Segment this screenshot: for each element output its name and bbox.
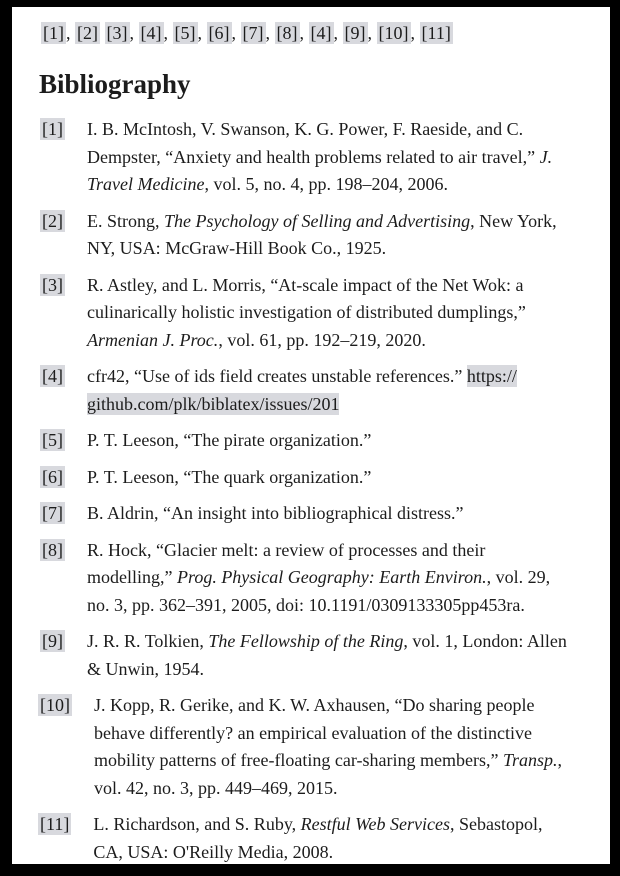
citation-ref[interactable]: [4] bbox=[310, 23, 332, 43]
citation-ref[interactable]: [1] bbox=[43, 23, 64, 43]
external-link[interactable]: https://​github.com/plk/biblatex/issues/201 bbox=[87, 366, 517, 414]
reference-text bbox=[93, 811, 574, 864]
citation-ref[interactable]: [10] bbox=[378, 23, 409, 43]
citation-ref[interactable]: [9] bbox=[344, 23, 366, 43]
reference-label-box[interactable]: [7] bbox=[42, 503, 63, 524]
reference-entry bbox=[38, 208, 582, 263]
citation-ref[interactable]: [5] bbox=[174, 23, 196, 43]
reference-title-italic: Transp. bbox=[503, 750, 558, 771]
reference-label-box[interactable]: [1] bbox=[42, 119, 63, 140]
reference-segment: R. Astley, and L. Morris, “At-scale impact of the Net Wok: a culinarically holistic investigation of distributed dumplings,” bbox=[87, 274, 526, 323]
reference-text bbox=[94, 692, 575, 802]
reference-label-box[interactable]: [4] bbox=[42, 366, 63, 387]
citation-ref[interactable]: [3] bbox=[106, 23, 128, 43]
reference-segment: , vol. 42, no. 3, pp. 449–469, 2015. bbox=[94, 750, 563, 798]
reference-label-box[interactable]: [6] bbox=[42, 466, 63, 487]
reference-entry bbox=[38, 464, 582, 492]
reference-entry bbox=[38, 427, 582, 455]
reference-text bbox=[87, 363, 568, 418]
reference-segment: , vol. 29, no. 3, pp. 362–391, 2005, doi: 10.1191/0309133305pp453ra. bbox=[87, 567, 551, 615]
reference-segment: , vol. 1, London: Allen & Unwin, 1954. bbox=[87, 631, 567, 679]
reference-text bbox=[87, 427, 568, 455]
reference-label-box[interactable]: [5] bbox=[42, 430, 63, 451]
reference-text bbox=[87, 272, 568, 355]
reference-entry bbox=[38, 811, 582, 864]
citation-ref[interactable]: [4] bbox=[140, 23, 162, 43]
reference-label-box[interactable]: [8] bbox=[42, 539, 63, 560]
citation-ref[interactable]: [8] bbox=[276, 23, 298, 43]
reference-label bbox=[38, 427, 87, 455]
reference-title-italic: Prog. Physical Geography: Earth Environ. bbox=[176, 567, 487, 588]
reference-label bbox=[38, 811, 93, 839]
reference-label bbox=[38, 628, 87, 656]
reference-segment: , vol. 5, no. 4, pp. 198–204, 2006. bbox=[204, 174, 448, 195]
reference-segment: I. B. McIntosh, V. Swanson, K. G. Power, F. Raeside, and C. Dempster, “Anxiety and health problems related to air travel,” bbox=[87, 119, 540, 167]
reference-segment: J. R. R. Tolkien, bbox=[87, 631, 209, 652]
reference-title-italic: Armenian J. Proc. bbox=[87, 329, 219, 350]
reference-entry bbox=[38, 692, 582, 802]
reference-text bbox=[87, 628, 568, 683]
reference-label bbox=[38, 208, 87, 236]
reference-segment: B. Aldrin, “An insight into bibliographical distress.” bbox=[87, 503, 464, 524]
reference-segment: cfr42, “Use of ids field creates unstable references.” bbox=[87, 366, 467, 387]
citation-ref[interactable]: [2] bbox=[77, 23, 98, 43]
reference-label-box[interactable]: [11] bbox=[40, 814, 70, 835]
reference-entry bbox=[38, 500, 582, 528]
reference-segment: , New York, NY, USA: McGraw-Hill Book Co., 1925. bbox=[87, 210, 557, 259]
reference-label bbox=[38, 464, 87, 492]
citation-ref[interactable]: [6] bbox=[208, 23, 230, 43]
reference-title-italic: The Fellowship of the Ring bbox=[208, 631, 404, 652]
reference-segment: P. T. Leeson, “The pirate organization.” bbox=[87, 430, 372, 451]
reference-text bbox=[87, 500, 568, 528]
reference-entry bbox=[38, 363, 582, 418]
reference-label bbox=[38, 537, 87, 565]
reference-segment: L. Richardson, and S. Ruby, bbox=[93, 814, 301, 835]
reference-segment: P. T. Leeson, “The quark organization.” bbox=[87, 466, 372, 487]
reference-label-box[interactable]: [10] bbox=[40, 695, 70, 716]
reference-segment: , Sebastopol, CA, USA: O'Reilly Media, 2008. bbox=[93, 814, 543, 862]
reference-label bbox=[38, 272, 87, 300]
reference-segment: R. Hock, “Glacier melt: a review of processes and their modelling,” bbox=[87, 539, 486, 588]
reference-label bbox=[38, 692, 94, 720]
reference-label bbox=[38, 363, 87, 391]
reference-title-italic: J. Travel Medicine bbox=[87, 146, 553, 195]
reference-list bbox=[38, 116, 582, 864]
reference-text bbox=[87, 537, 568, 620]
reference-entry bbox=[38, 628, 582, 683]
reference-segment: J. Kopp, R. Gerike, and K. W. Axhausen, “Do sharing people behave differently? an empirical evaluation of the distinctive mobility patterns of free-floating car-sharing members,” bbox=[94, 695, 535, 771]
reference-entry bbox=[38, 272, 582, 355]
reference-entry bbox=[38, 116, 582, 199]
citation-ref[interactable]: [11] bbox=[421, 23, 451, 43]
reference-text bbox=[87, 208, 568, 263]
reference-title-italic: The Psychology of Selling and Advertising bbox=[164, 210, 471, 231]
reference-text bbox=[87, 116, 568, 199]
citation-line: [1] , [2] [3] , [4] , [5] , [6] , [7] , [8] , [4] , [9] , [10] , [11] bbox=[43, 23, 451, 43]
reference-entry bbox=[38, 537, 582, 620]
reference-text bbox=[87, 464, 568, 492]
reference-label-box[interactable]: [2] bbox=[42, 210, 63, 231]
reference-label bbox=[38, 500, 87, 528]
document-page bbox=[12, 7, 610, 864]
reference-segment: E. Strong, bbox=[87, 210, 165, 231]
reference-label bbox=[38, 116, 87, 144]
citation-ref[interactable]: [7] bbox=[242, 23, 264, 43]
bibliography-heading: Bibliography bbox=[39, 69, 191, 99]
reference-label-box[interactable]: [9] bbox=[42, 631, 63, 652]
reference-label-box[interactable]: [3] bbox=[42, 274, 63, 295]
reference-title-italic: Restful Web Services bbox=[300, 814, 450, 835]
reference-segment: , vol. 61, pp. 192–219, 2020. bbox=[218, 329, 426, 350]
